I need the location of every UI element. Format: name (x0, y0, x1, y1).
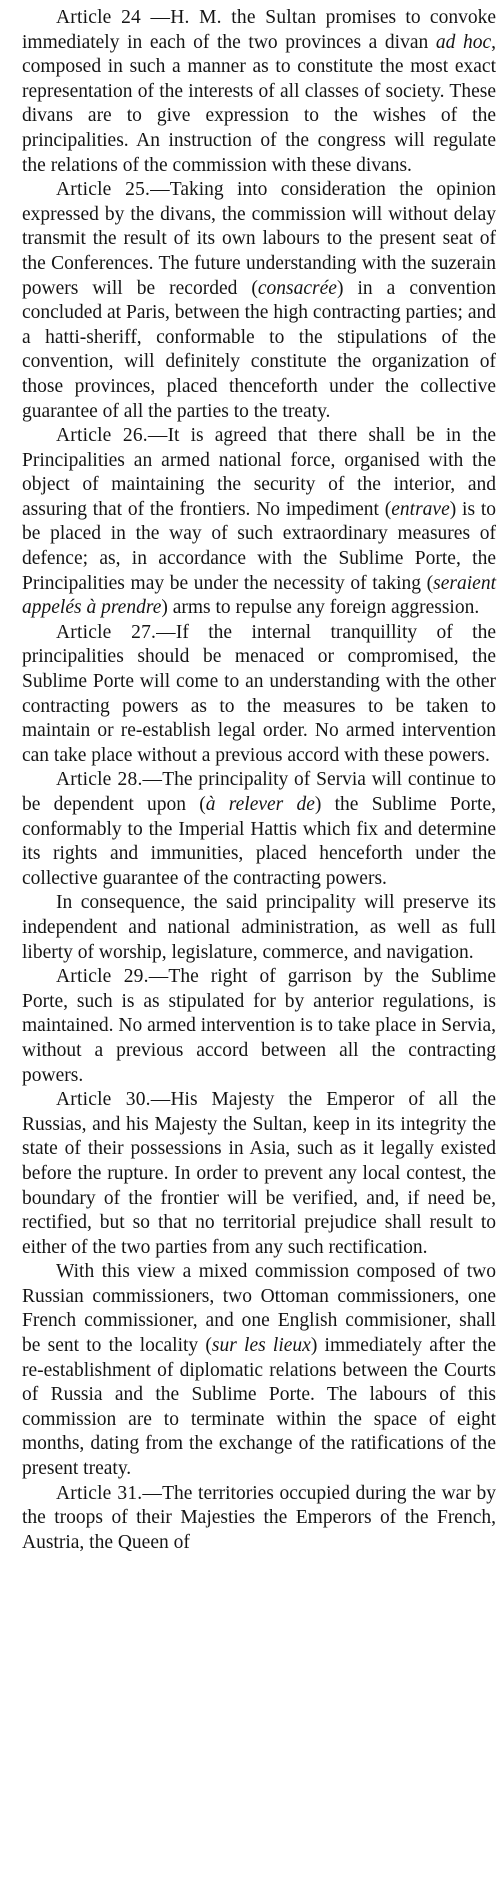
body-text: In consequence, the said principality will preserve its independent and national administration, as well as full liberty of worship, legislature, commerce, and navigation. (22, 892, 496, 963)
article-heading: Article 31.— (56, 1482, 163, 1504)
body-text: The principality of Servia will continue to be dependent upon ( (22, 769, 497, 815)
body-text: If the internal tranquillity of the principalities should be menaced or compromised, the Sublime Porte will come to an understanding with the other contracting powers as to the measures to be taken to maintain or re-establish legal order. No armed intervention can take place without a previous accord with these powers. (22, 621, 497, 766)
body-text: ) in a convention concluded at Paris, between the high contracting parties; and a hatti-sheriff, conformable to the stipulations of the convention, will definitely constitute the organization of those provinces, placed thenceforth under the collective guarantee of all the parties to the treaty. (22, 277, 496, 422)
article-paragraph (22, 178, 496, 424)
continuation-paragraph (22, 891, 496, 965)
article-heading: Article 25.— (56, 179, 170, 201)
italic-term: ad hoc (435, 31, 492, 53)
body-text: The territories occupied during the war by the troops of their Majesties the Emperors of the French, Austria, the Queen of (22, 1482, 496, 1553)
body-text: promises to convoke immediately in each of the two provinces a divan (22, 7, 496, 53)
continuation-paragraph (22, 1260, 496, 1481)
article-paragraph (22, 965, 496, 1088)
article-heading: Article 26.— (56, 425, 168, 447)
article-paragraph (22, 1088, 496, 1260)
body-text: Taking into consideration the opinion expressed by the divans, the commission will without delay transmit the result of its own labours to the present seat of the Conferences. The future understanding with the suzerain powers will be recorded ( (22, 179, 496, 299)
article-paragraph (22, 1482, 496, 1556)
body-text: With this view a mixed commission composed of two Russian commissioners, two Ottoman commissioners, one French commissioner, and one English commisioner, shall be sent to the locality ( (22, 1261, 496, 1357)
body-text: ) is to be placed in the way of such extraordinary measures of defence; as, in accordance with the Sublime Porte, the Principalities may be under the necessity of taking ( (22, 498, 497, 594)
article-paragraph (22, 424, 496, 621)
body-text: ) the Sublime Porte, conformably to the Imperial Hattis which fix and determine its rights and immunities, placed henceforth under the collective guarantee of the contracting powers. (22, 794, 496, 889)
article-heading: Article 28.— (56, 769, 163, 791)
body-text: The right of garrison by the Sublime Porte, such is as stipulated for by anterior regulations, is maintained. No armed intervention is to take place in Servia, without a previous accord between all the contracting powers. (22, 966, 496, 1086)
article-paragraph (22, 768, 496, 891)
italic-term: consacrée (257, 277, 337, 299)
body-text: ) arms to repulse any foreign aggression. (161, 597, 480, 619)
article-paragraph (22, 621, 496, 769)
left-margin (0, 0, 3, 1887)
body-text: , composed in such a manner as to constitute the most exact representation of the interests of all classes of society. These divans are to give expression to the wishes of the principalities. An instruction of the congress will regulate the relations of the commission with these divans. (22, 31, 496, 176)
body-text: His Majesty the Emperor of all the Russias, and his Majesty the Sultan, keep in its integrity the state of their possessions in Asia, such as it legally existed before the rupture. In order to prevent any local contest, the boundary of the frontier will be verified, and, if need be, rectified, but so that no territorial prejudice shall result to either of the two parties from any such rectification. (22, 1089, 497, 1258)
italic-term: sur les lieux (211, 1335, 311, 1357)
italic-term: entrave (391, 498, 450, 520)
body-text: It is agreed that there shall be in the Principalities an armed national force, organised with the object of maintaining the security of the interior, and assuring that of the frontiers. No impediment ( (22, 425, 496, 520)
article-heading: Article 24 —H. M. the Sultan (56, 7, 317, 28)
article-heading: Article 30.— (56, 1089, 171, 1111)
article-heading: Article 29.— (56, 966, 169, 988)
article-list (22, 6, 496, 1555)
body-text: ) immediately after the re-establishment of diplomatic relations between the Courts of Russia and the Sublime Porte. The labours of this commission are to terminate within the space of eight months, dating from the exchange of the ratifications of the present treaty. (22, 1335, 496, 1480)
article-heading: Article 27.— (56, 621, 176, 643)
italic-term: à relever de (205, 794, 315, 815)
italic-term: seraient appelés à prendre (22, 572, 496, 619)
article-paragraph (22, 6, 496, 178)
